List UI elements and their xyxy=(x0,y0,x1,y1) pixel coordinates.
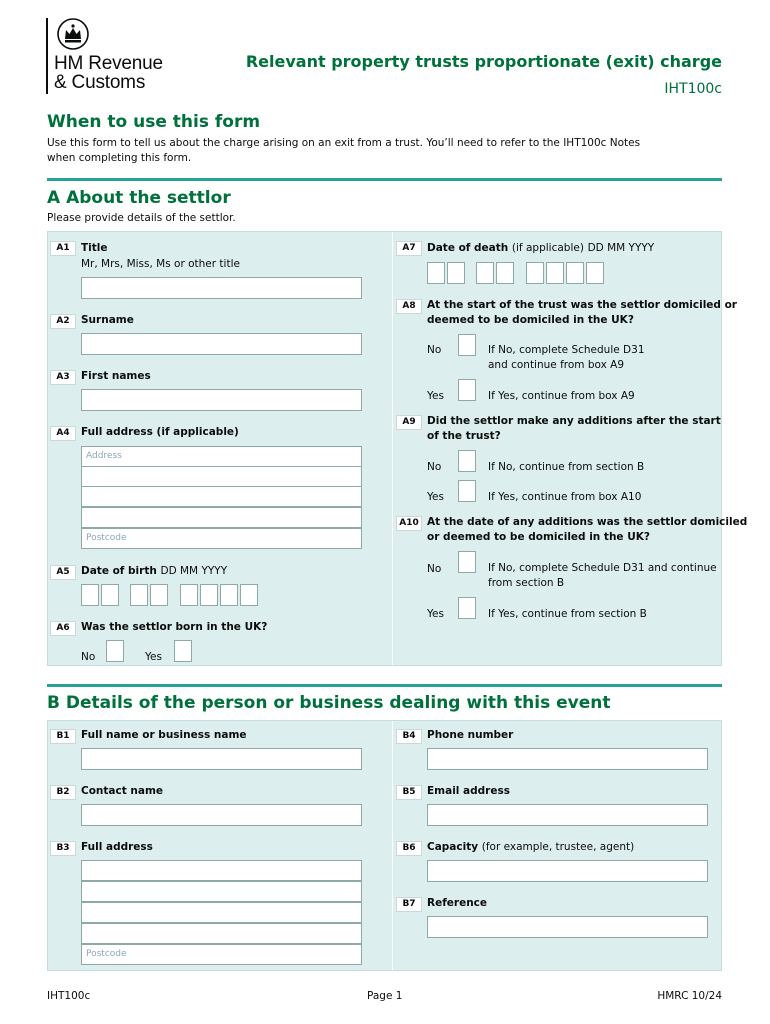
a10-label-line-1: At the date of any additions was the settlor domiciled xyxy=(427,516,748,528)
a1-hint: Mr, Mrs, Miss, Ms or other title xyxy=(81,258,240,270)
b3-address-line-1-input[interactable] xyxy=(81,860,362,881)
question-number-a3: A3 xyxy=(50,370,76,385)
dob-year-digit-3[interactable] xyxy=(220,584,238,606)
a9-label xyxy=(427,414,721,444)
question-number-a9: A9 xyxy=(396,415,422,430)
question-number-b7: B7 xyxy=(396,897,422,912)
full-name-input[interactable] xyxy=(81,748,362,770)
a6-no-label: No xyxy=(81,651,96,663)
b6-label-text: Capacity xyxy=(427,841,479,853)
form-code: IHT100c xyxy=(664,81,722,97)
a9-label-line-2: of the trust? xyxy=(427,430,501,442)
a10-label xyxy=(427,515,747,545)
dob-year-digit-2[interactable] xyxy=(200,584,218,606)
intro-text xyxy=(47,136,640,166)
a8-yes-label: Yes xyxy=(427,390,444,402)
dob-month-digit-2[interactable] xyxy=(150,584,168,606)
a9-yes-note: If Yes, continue from box A10 xyxy=(488,491,642,503)
dod-year-digit-1[interactable] xyxy=(526,262,544,284)
a6-label: Was the settlor born in the UK? xyxy=(81,621,268,633)
a8-no-note-line-2: and continue from box A9 xyxy=(488,359,625,371)
b3-address-line-4-input[interactable] xyxy=(81,923,362,944)
dob-year-digit-4[interactable] xyxy=(240,584,258,606)
a10-yes-note: If Yes, continue from section B xyxy=(488,608,647,620)
question-number-b4: B4 xyxy=(396,729,422,744)
a6-yes-checkbox[interactable] xyxy=(174,640,192,662)
a7-qualifier: (if applicable) xyxy=(511,242,584,254)
intro-text-line-1: Use this form to tell us about the charge arising on an exit from a trust. You’ll need to refer to the IHT100c Notes xyxy=(47,137,641,149)
question-number-b2: B2 xyxy=(50,785,76,800)
b3-postcode-input[interactable] xyxy=(81,944,362,965)
b1-label: Full name or business name xyxy=(81,729,247,741)
a7-label-text: Date of death xyxy=(427,242,509,254)
a3-label: First names xyxy=(81,370,151,382)
a9-yes-label: Yes xyxy=(427,491,444,503)
dod-year-digit-4[interactable] xyxy=(586,262,604,284)
address-line-1-input[interactable] xyxy=(81,446,362,467)
a10-no-checkbox[interactable] xyxy=(458,551,476,573)
a10-no-note xyxy=(488,561,717,591)
intro-heading: When to use this form xyxy=(47,112,261,132)
question-number-a2: A2 xyxy=(50,314,76,329)
b2-label: Contact name xyxy=(81,785,164,797)
a5-format: DD MM YYYY xyxy=(160,565,228,577)
capacity-input[interactable] xyxy=(427,860,708,882)
address-line-2-input[interactable] xyxy=(81,466,362,487)
dob-day-digit-2[interactable] xyxy=(101,584,119,606)
surname-input[interactable] xyxy=(81,333,362,355)
section-b-heading: B Details of the person or business dealing with this event xyxy=(47,693,611,713)
a9-no-note: If No, continue from section B xyxy=(488,461,645,473)
address-line-3-input[interactable] xyxy=(81,486,362,507)
a8-yes-note: If Yes, continue from box A9 xyxy=(488,390,635,402)
section-a-rule xyxy=(47,178,722,181)
address-line-4-input[interactable] xyxy=(81,507,362,528)
dob-month-digit-1[interactable] xyxy=(130,584,148,606)
a7-format: DD MM YYYY xyxy=(587,242,655,254)
section-b-column-divider xyxy=(392,721,393,970)
logo-line-2: & Customs xyxy=(54,72,146,93)
b6-qualifier: (for example, trustee, agent) xyxy=(481,841,635,853)
first-names-input[interactable] xyxy=(81,389,362,411)
a8-label-line-2: deemed to be domiciled in the UK? xyxy=(427,314,634,326)
a10-yes-label: Yes xyxy=(427,608,444,620)
question-number-a1: A1 xyxy=(50,241,76,256)
dod-day-digit-2[interactable] xyxy=(447,262,465,284)
a7-label xyxy=(427,241,654,256)
email-address-input[interactable] xyxy=(427,804,708,826)
b5-label: Email address xyxy=(427,785,510,797)
a8-no-note xyxy=(488,343,645,373)
dod-month-digit-2[interactable] xyxy=(496,262,514,284)
b3-address-line-3-input[interactable] xyxy=(81,902,362,923)
reference-input[interactable] xyxy=(427,916,708,938)
postcode-input[interactable] xyxy=(81,528,362,549)
b3-label: Full address xyxy=(81,841,153,853)
contact-name-input[interactable] xyxy=(81,804,362,826)
question-number-a5: A5 xyxy=(50,565,76,580)
a2-label: Surname xyxy=(81,314,134,326)
question-number-b1: B1 xyxy=(50,729,76,744)
title-input[interactable] xyxy=(81,277,362,299)
question-number-a8: A8 xyxy=(396,299,422,314)
section-b-rule xyxy=(47,684,722,687)
a1-label: Title xyxy=(81,242,108,254)
section-a-intro: Please provide details of the settlor. xyxy=(47,212,236,224)
logo-line-1: HM Revenue xyxy=(54,53,163,74)
a10-yes-checkbox[interactable] xyxy=(458,597,476,619)
dod-day-digit-1[interactable] xyxy=(427,262,445,284)
question-number-a6: A6 xyxy=(50,621,76,636)
footer-form-code: IHT100c xyxy=(47,990,91,1002)
b7-label: Reference xyxy=(427,897,488,909)
a8-no-checkbox[interactable] xyxy=(458,334,476,356)
a10-label-line-2: or deemed to be domiciled in the UK? xyxy=(427,531,650,543)
a6-yes-label: Yes xyxy=(145,651,162,663)
question-number-a10: A10 xyxy=(396,516,422,531)
hmrc-logo-text xyxy=(54,54,163,92)
a9-label-line-1: Did the settlor make any additions after the start xyxy=(427,415,721,427)
question-number-b5: B5 xyxy=(396,785,422,800)
question-number-a4: A4 xyxy=(50,426,76,441)
a8-label-line-1: At the start of the trust was the settlor domiciled or xyxy=(427,299,737,311)
a10-no-label: No xyxy=(427,563,442,575)
dod-year-digit-3[interactable] xyxy=(566,262,584,284)
question-number-b6: B6 xyxy=(396,841,422,856)
b4-label: Phone number xyxy=(427,729,514,741)
question-number-a7: A7 xyxy=(396,241,422,256)
a8-no-note-line-1: If No, complete Schedule D31 xyxy=(488,344,645,356)
a8-yes-checkbox[interactable] xyxy=(458,379,476,401)
a10-no-note-line-1: If No, complete Schedule D31 and continue xyxy=(488,562,717,574)
b6-label xyxy=(427,840,634,855)
a5-label xyxy=(81,564,227,579)
form-title: Relevant property trusts proportionate (exit) charge xyxy=(245,52,722,71)
a9-no-checkbox[interactable] xyxy=(458,450,476,472)
dod-year-digit-2[interactable] xyxy=(546,262,564,284)
a10-no-note-line-2: from section B xyxy=(488,577,565,589)
dod-month-digit-1[interactable] xyxy=(476,262,494,284)
address-placeholder: Address xyxy=(86,451,122,461)
section-a-column-divider xyxy=(392,232,393,665)
b3-address-line-2-input[interactable] xyxy=(81,881,362,902)
dob-day-digit-1[interactable] xyxy=(81,584,99,606)
a9-yes-checkbox[interactable] xyxy=(458,480,476,502)
a9-no-label: No xyxy=(427,461,442,473)
crown-crest-icon xyxy=(56,18,90,50)
phone-number-input[interactable] xyxy=(427,748,708,770)
footer-version: HMRC 10/24 xyxy=(657,990,722,1002)
postcode-placeholder: Postcode xyxy=(86,533,127,543)
dob-year-digit-1[interactable] xyxy=(180,584,198,606)
a4-label: Full address (if applicable) xyxy=(81,426,239,438)
section-a-heading: A About the settlor xyxy=(47,188,231,208)
a6-no-checkbox[interactable] xyxy=(106,640,124,662)
intro-text-line-2: when completing this form. xyxy=(47,152,192,164)
logo-rule xyxy=(46,18,48,94)
a8-label xyxy=(427,298,737,328)
b3-postcode-placeholder: Postcode xyxy=(86,949,127,959)
a8-no-label: No xyxy=(427,344,442,356)
a5-label-text: Date of birth xyxy=(81,565,157,577)
question-number-b3: B3 xyxy=(50,841,76,856)
footer-page-number: Page 1 xyxy=(367,990,403,1002)
